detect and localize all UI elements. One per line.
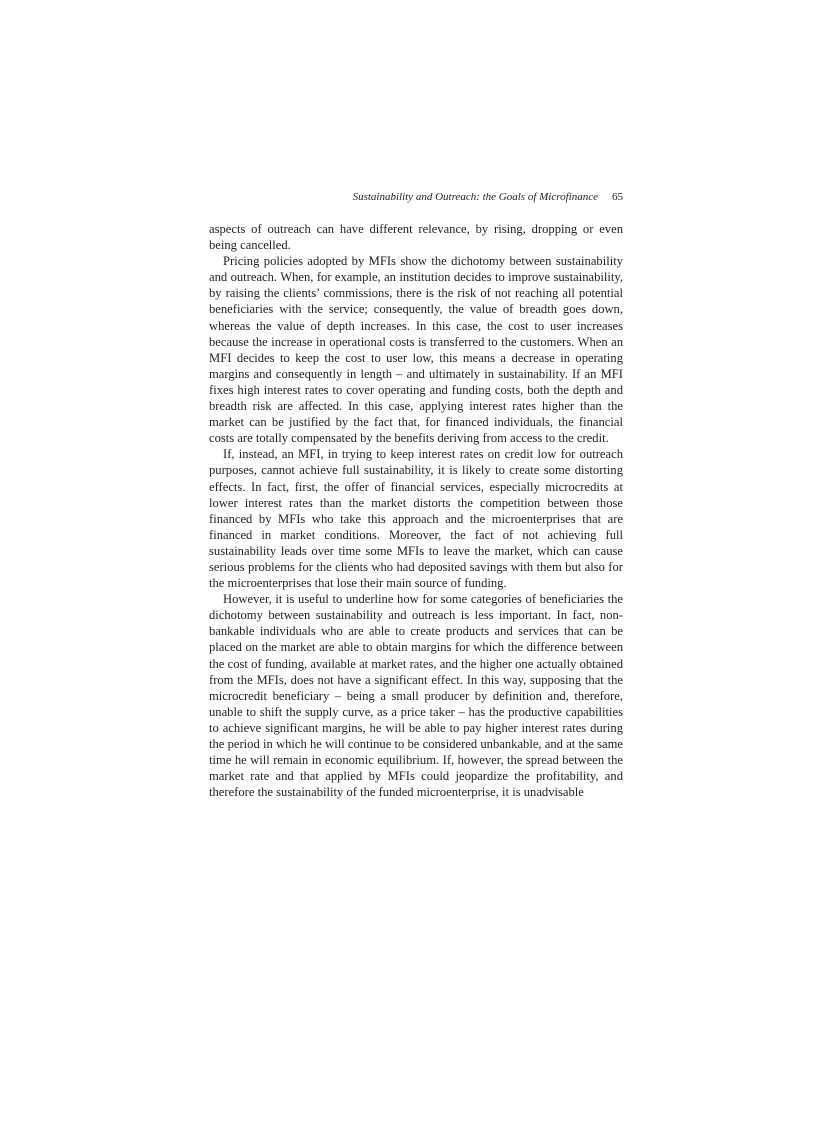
paragraph: aspects of outreach can have different relevance, by rising, dropping or even being cancelled.	[209, 222, 623, 253]
running-title: Sustainability and Outreach: the Goals of Microfinance	[352, 191, 598, 203]
running-header	[209, 191, 623, 204]
text-block	[209, 191, 623, 800]
paragraph: However, it is useful to underline how for some categories of beneficiaries the dichotomy between sustainability and outreach is less important. In fact, non-bankable individuals who are able to create products and services that can be placed on the market are able to obtain margins for which the difference between the cost of funding, available at market rates, and the higher one actually obtained from the MFIs, does not have a significant effect. In this way, supposing that the microcredit beneficiary – being a small producer by definition and, therefore, unable to shift the supply curve, as a price taker – has the productive capabilities to achieve significant margins, he will be able to pay higher interest rates during the period in which he will continue to be considered unbankable, and at the same time he will remain in economic equilibrium. If, however, the spread between the market rate and that applied by MFIs could jeopardize the profitability, and therefore the sustainability of the funded microenterprise, it is unadvisable	[209, 592, 623, 800]
page-number: 65	[612, 191, 623, 203]
paragraph: Pricing policies adopted by MFIs show the dichotomy between sustainability and outreach. When, for example, an institution decides to improve sustainability, by raising the clients’ commissions, there is the risk of not reaching all potential beneficiaries with the service; consequently, the value of breadth goes down, whereas the value of depth increases. In this case, the cost to user increases because the increase in operational costs is transferred to the customers. When an MFI decides to keep the cost to user low, this means a decrease in operating margins and consequently in length – and ultimately in sustainability. If an MFI fixes high interest rates to cover operating and funding costs, both the depth and breadth risk are affected. In this case, applying interest rates higher than the market can be justified by the fact that, for financed individuals, the financial costs are totally compensated by the benefits deriving from access to the credit.	[209, 254, 623, 446]
body-text	[209, 221, 623, 800]
paragraph: If, instead, an MFI, in trying to keep interest rates on credit low for outreach purposes, cannot achieve full sustainability, it is likely to create some distorting effects. In fact, first, the offer of financial services, especially microcredits at lower interest rates than the market distorts the competition between those financed by MFIs who take this approach and the microenterprises that are financed in market conditions. Moreover, the fact of not achieving full sustainability leads over time some MFIs to leave the market, which can cause serious problems for the clients who had deposited savings with them but also for the microenterprises that lose their main source of funding.	[209, 447, 623, 591]
